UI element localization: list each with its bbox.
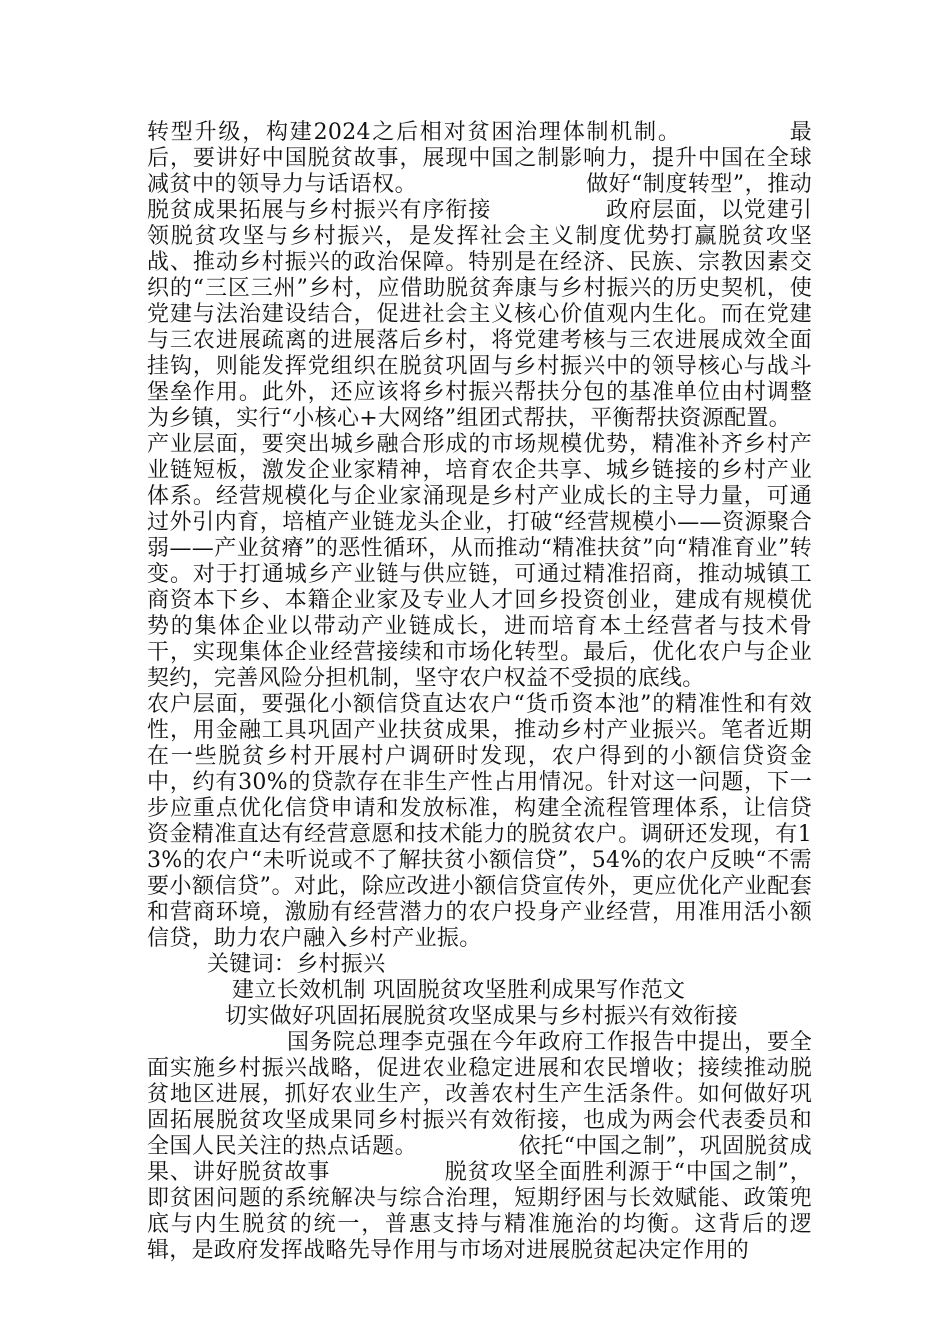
paragraph-farmer-level: 农户层面，要强化小额信贷直达农户“货币资本池”的精准性和有效性，用金融工具巩固产业扶贫成果，推动乡村产业振兴。笔者近期在一些脱贫乡村开展村户调研时发现，农户得到的小额信贷资金中，约有30%的贷款存在非生产性占用情况。针对这一问题，下一步应重点优化信贷申请和发放标准，构建全流程管理体系，让信贷资金精准直达有经营意愿和技术能力的脱贫农户。调研还发现，有13%的农户“未听说或不了解扶贫小额信贷”，54%的农户反映“不需要小额信贷”。对此，除应改进小额信贷宣传外，更应优化产业配套和营商环境，激励有经营潜力的农户投身产业经营，用准用活小额信贷，助力农户融入乡村产业振。 bbox=[147, 692, 812, 951]
paragraph-intro: 国务院总理李克强在今年政府工作报告中提出，要全面实施乡村振兴战略，促进农业稳定进展和农民增收；接续推动脱贫地区进展，抓好农业生产，改善农村生产生活条件。如何做好巩固拓展脱贫攻坚成果同乡村振兴有效衔接，也成为两会代表委员和全国人民关注的热点话题。 依托“中国之制”，巩固脱贫成果、讲好脱贫故事 脱贫攻坚全面胜利源于“中国之制”，即贫困问题的系统解决与综合治理，短期纾困与长效赋能、政策兜底与内生脱贫的统一，普惠支持与精准施治的均衡。这背后的逻辑，是政府发挥战略先导作用与市场对进展脱贫起决定作用的 bbox=[147, 1030, 812, 1263]
document-page bbox=[147, 120, 812, 1264]
essay-subtitle: 切实做好巩固拓展脱贫攻坚成果与乡村振兴有效衔接 bbox=[225, 1004, 738, 1029]
keywords-line: 关键词：乡村振兴 bbox=[207, 952, 386, 977]
essay-title: 建立长效机制 巩固脱贫攻坚胜利成果写作范文 bbox=[232, 978, 686, 1003]
paragraph-policy-transition: 转型升级，构建2024之后相对贫困治理体制机制。 最后，要讲好中国脱贫故事，展现中国之制影响力，提升中国在全球减贫中的领导力与话语权。 做好“制度转型”，推动脱贫成果拓展与乡村振兴有序衔接 政府层面，以党建引领脱贫攻坚与乡村振兴，是发挥社会主义制度优势打赢脱贫攻坚战、推动乡村振兴的政治保障。特别是在经济、民族、宗教因素交织的“三区三州”乡村，应借助脱贫奔康与乡村振兴的历史契机，使党建与法治建设结合，促进社会主义核心价值观内生化。而在党建与三农进展疏离的进展落后乡村，将党建考核与三农进展成效全面挂钩，则能发挥党组织在脱贫巩固与乡村振兴中的领导核心与战斗堡垒作用。此外，还应该将乡村振兴帮扶分包的基准单位由村调整为乡镇，实行“小核心+大网络”组团式帮扶，平衡帮扶资源配置。 bbox=[147, 120, 812, 431]
paragraph-industry-level: 产业层面，要突出城乡融合形成的市场规模优势，精准补齐乡村产业链短板，激发企业家精神，培育农企共享、城乡链接的乡村产业体系。经营规模化与企业家涌现是乡村产业成长的主导力量，可通过外引内育，培植产业链龙头企业，打破“经营规模小——资源聚合弱——产业贫瘠”的恶性循环，从而推动“精准扶贫”向“精准育业”转变。对于打通城乡产业链与供应链，可通过精准招商，推动城镇工商资本下乡、本籍企业家及专业人才回乡投资创业，建成有规模优势的集体企业以带动产业链成长，进而培育本土经营者与技术骨干，实现集体企业经营接续和市场化转型。最后，优化农户与企业契约，完善风险分担机制，坚守农户权益不受损的底线。 bbox=[147, 432, 812, 691]
